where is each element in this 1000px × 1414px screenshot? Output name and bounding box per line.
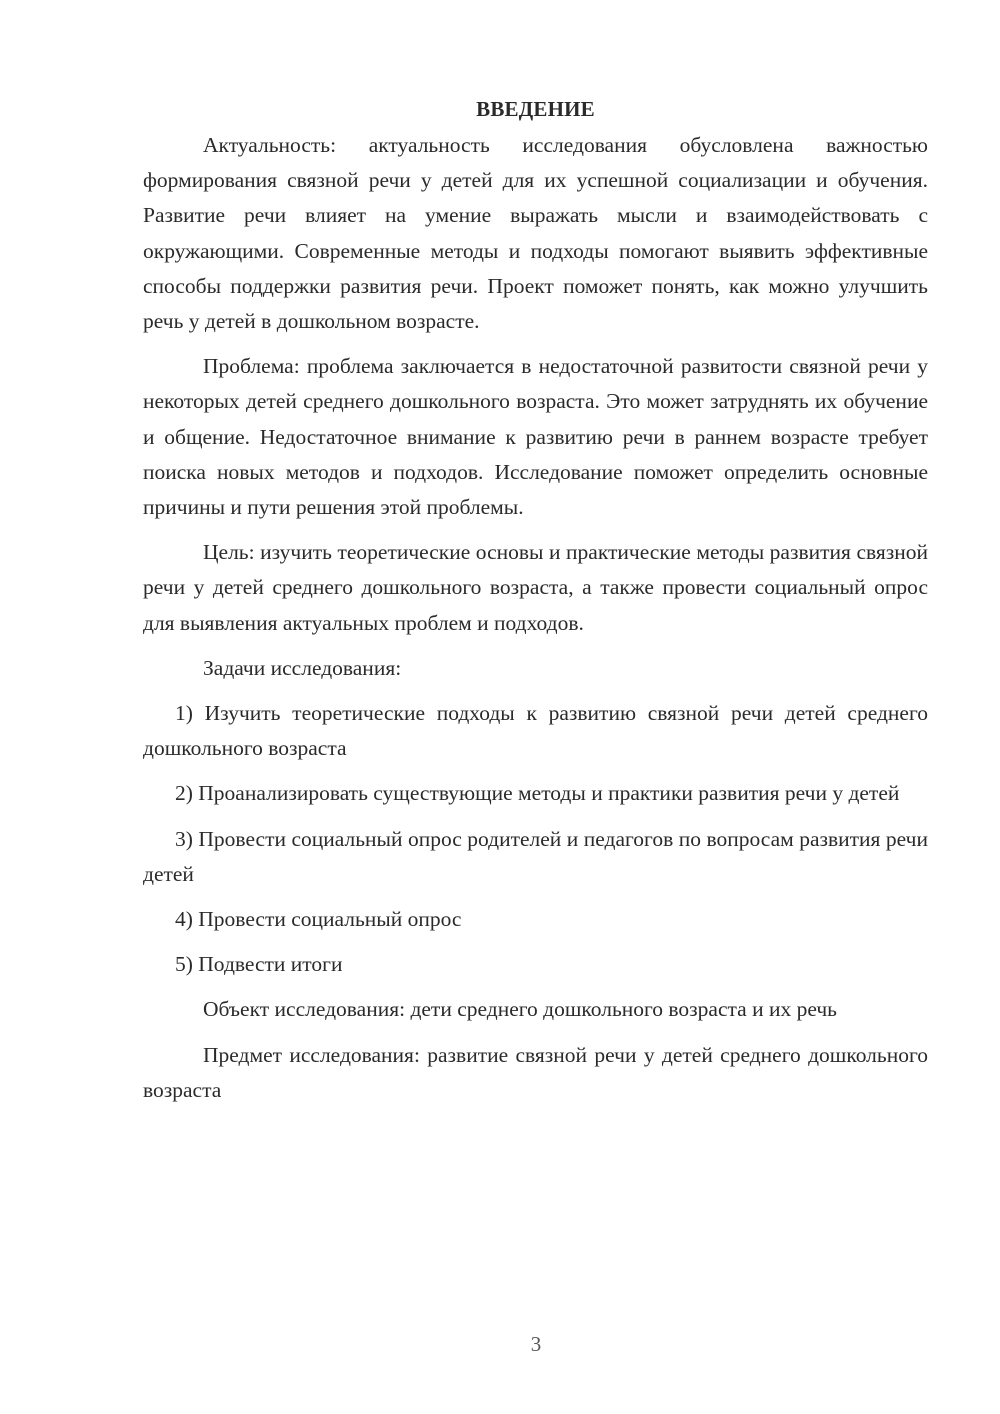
problem-paragraph: Проблема: проблема заключается в недостаточной развитости связной речи у некоторых детей среднего дошкольного возраста. Это может затруднять их обучение и общение. Недостаточное внимание к развитию речи в раннем возрасте требует поиска новых методов и подходов. Исследование поможет определить основные причины и пути решения этой проблемы. — [143, 354, 928, 520]
object-paragraph: Объект исследования: дети среднего дошкольного возраста и их речь — [203, 997, 837, 1022]
tasks-list — [143, 696, 928, 982]
goal-paragraph: Цель: изучить теоретические основы и практические методы развития связной речи у детей среднего дошкольного возраста, а также провести социальный опрос для выявления актуальных проблем и подходов. — [143, 540, 928, 635]
list-item: 5) Подвести итоги — [175, 952, 343, 977]
section-heading: ВВЕДЕНИЕ — [476, 97, 595, 121]
subject-paragraph: Предмет исследования: развитие связной речи у детей среднего дошкольного возраста — [143, 1042, 928, 1102]
list-item: 1) Изучить теоретические подходы к развитию связной речи детей среднего дошкольного возраста — [143, 701, 928, 761]
page-number: 3 — [530, 1332, 542, 1356]
list-item: 3) Провести социальный опрос родителей и педагогов по вопросам развития речи детей — [143, 826, 928, 886]
list-item: 2) Проанализировать существующие методы и практики развития речи у детей — [175, 781, 900, 806]
relevance-paragraph: Актуальность: актуальность исследования обусловлена важностью формирования связной речи у детей для их успешной социализации и обучения. Развитие речи влияет на умение выражать мысли и взаимодействовать с окружающими. Современные методы и подходы помогают выявить эффективные способы поддержки развития речи. Проект поможет понять, как можно улучшить речь у детей в дошкольном возрасте. — [143, 133, 928, 334]
document-page — [143, 92, 928, 1118]
tasks-heading: Задачи исследования: — [203, 655, 402, 680]
list-item: 4) Провести социальный опрос — [175, 907, 462, 932]
